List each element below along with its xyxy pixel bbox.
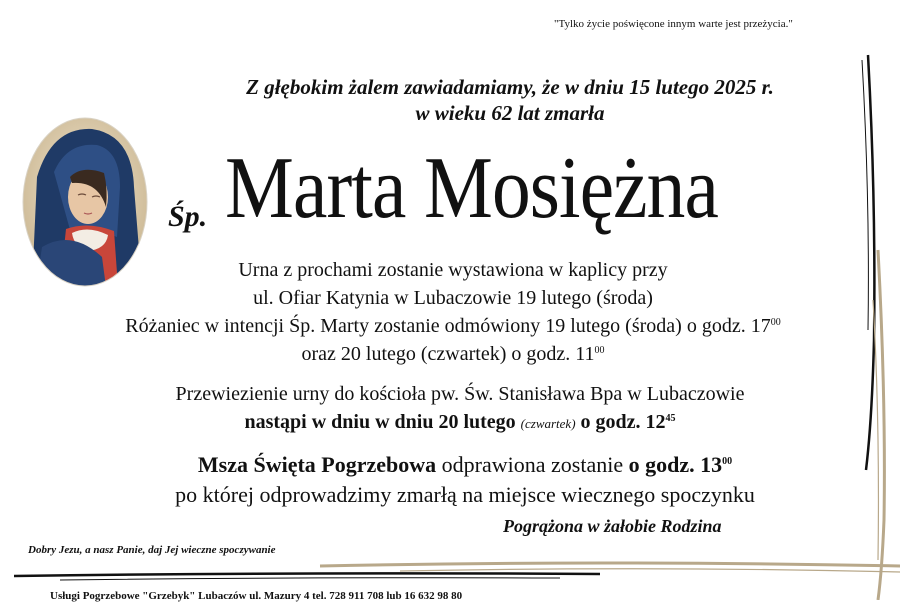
rosary-time-minutes: 00: [770, 317, 781, 328]
transfer-weekday: (czwartek): [520, 416, 576, 431]
urn-line-4: [0, 340, 900, 368]
family-signature: Pogrążona w żałobie Rodzina: [503, 516, 722, 536]
mass-time: o godz. 13: [628, 452, 723, 477]
intro-line-2: w wieku 62 lat zmarła: [415, 101, 605, 125]
funeral-home-footer: Usługi Pogrzebowe "Grzebyk" Lubaczów ul. Mazury 4 tel. 728 911 708 lub 16 632 98 80: [50, 590, 463, 602]
transfer-line-2: [0, 408, 900, 438]
transfer-line-1: Przewiezienie urny do kościoła pw. Św. Stanisława Bpa w Lubaczowie: [175, 383, 745, 405]
transfer-time: o godz. 12: [580, 411, 666, 433]
urn-line-1: Urna z prochami zostanie wystawiona w kaplicy przy: [238, 259, 668, 281]
deceased-name: Marta Mosiężna: [225, 140, 719, 237]
closing-prayer: Dobry Jezu, a nasz Panie, daj Jej wieczne spoczywanie: [28, 544, 276, 556]
transfer-date: nastąpi w dniu w dniu 20 lutego: [244, 411, 516, 433]
funeral-mass-info: [0, 450, 900, 510]
intro-line-1: Z głębokim żalem zawiadamiamy, że w dniu 15 lutego 2025 r.: [246, 75, 774, 99]
mass-line-2: po której odprowadzimy zmarłą na miejsce wiecznego spoczynku: [175, 482, 755, 507]
urn-line-2: ul. Ofiar Katynia w Lubaczowie 19 lutego (środa): [253, 287, 653, 309]
deceased-prefix: Śp.: [168, 200, 208, 233]
urn-transfer-info: [0, 380, 900, 438]
transfer-time-minutes: 45: [665, 413, 676, 424]
mass-text: odprawiona zostanie: [441, 452, 624, 477]
rosary-second-text: oraz 20 lutego (czwartek) o godz. 11: [301, 343, 595, 365]
mass-title: Msza Święta Pogrzebowa: [197, 452, 437, 477]
rosary-second-minutes: 00: [594, 345, 605, 356]
mass-line-1: [0, 450, 900, 480]
urn-viewing-info: [0, 256, 900, 368]
urn-line-3: [0, 312, 900, 340]
mass-time-minutes: 00: [722, 456, 733, 467]
header-quote: "Tylko życie poświęcone innym warte jest przeżycia.": [554, 18, 793, 30]
rosary-text: Różaniec w intencji Śp. Marty zostanie odmówiony 19 lutego (środa) o godz. 17: [125, 315, 771, 337]
